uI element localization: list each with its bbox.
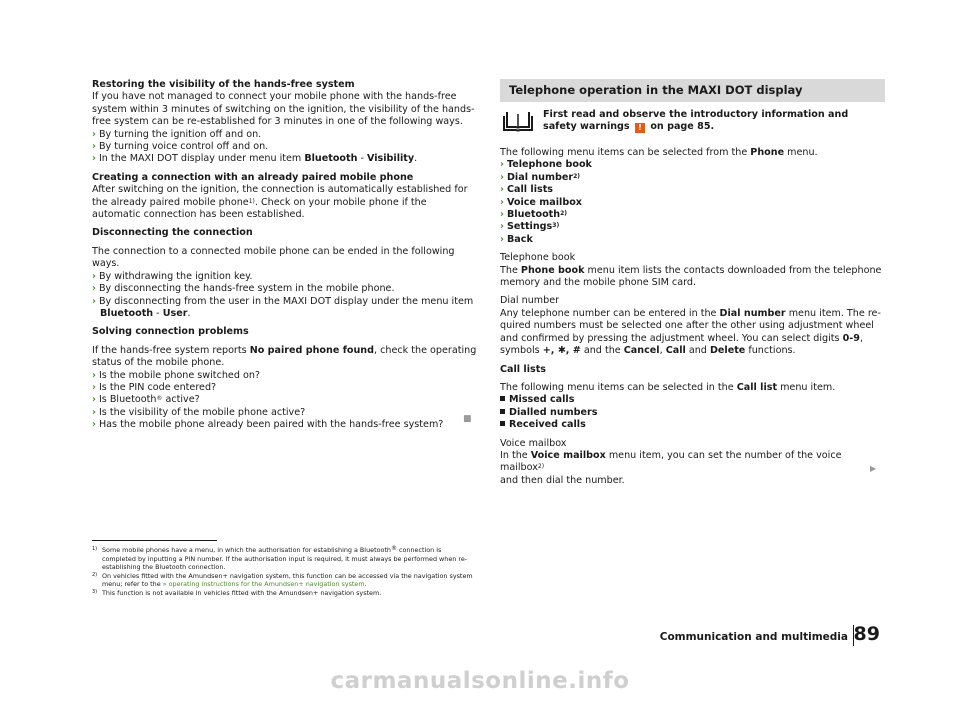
heading-dial-number: Dial number — [500, 295, 560, 307]
menu-item: › Settings$^{3)}$ — [500, 221, 560, 233]
arrow-icon: › — [500, 209, 504, 221]
list-item: › By turning voice control off and on. — [92, 141, 269, 153]
arrow-icon: › — [92, 419, 96, 431]
heading-call-lists: Call lists — [500, 363, 547, 375]
square-bullet-icon — [500, 396, 505, 401]
footnote-divider — [92, 540, 217, 541]
list-item: › By turning the ignition off and on. — [92, 128, 262, 140]
heading-restoring-visibility: Restoring the visibility of the hands-free system — [92, 79, 355, 90]
watermark: carmanualsonline.info — [330, 668, 630, 694]
paragraph-disconnecting: The connection to a connected mobile phone can be ended in the following ways. — [92, 245, 455, 270]
phone-menu-list — [500, 159, 885, 246]
book-warning-icon — [502, 110, 534, 132]
menu-item: › Bluetooth$^{2)}$ — [500, 209, 568, 221]
square-bullet-icon — [500, 421, 505, 426]
menu-item: › Call lists — [500, 184, 553, 196]
arrow-icon: › — [500, 196, 504, 208]
menu-item: › Voice mailbox — [500, 196, 582, 208]
arrow-icon: › — [92, 369, 96, 381]
heading-solving-problems: Solving connection problems — [92, 326, 249, 338]
list-item: Received calls — [500, 419, 885, 431]
list-item: Missed calls — [500, 394, 885, 406]
footnote-ref: 1) — [248, 197, 255, 205]
arrow-icon: › — [92, 381, 96, 393]
paragraph-creating-connection: After switching on the ignition, the connection is automatically established for the already paired mobile phone$^{1)}$. Check on your mobile phone if the automatic connection has been established. — [92, 184, 468, 221]
footnotes — [92, 540, 477, 598]
footnote-1: 1) Some mobile phones have a menu, in which the authorisation for establishing a Bluetooth® connection is completed by inputting a PIN number. If the authorisation input is required, it must always be performed when re-establishing the Bluetooth connection. — [92, 545, 468, 572]
menu-item: › Dial number$^{2)}$ — [500, 171, 581, 183]
page-number: 89 — [853, 623, 880, 645]
section-title: Telephone operation in the MAXI DOT display — [500, 79, 885, 102]
chapter-title: Communication and multimedia — [659, 631, 848, 643]
footnote-3: 3) This function is not available in vehicles fitted with the Amundsen+ navigation system. — [92, 588, 382, 597]
section-end-icon: ■ — [463, 414, 472, 424]
heading-voice-mailbox: Voice mailbox — [500, 437, 567, 449]
arrow-icon: › — [92, 128, 96, 140]
arrow-icon: › — [92, 153, 96, 165]
heading-disconnecting: Disconnecting the connection — [92, 227, 253, 239]
menu-item: › Back — [500, 233, 533, 245]
paragraph-phone-menu: The following menu items can be selected from the Phone menu. — [500, 147, 818, 158]
left-column — [92, 79, 478, 432]
list-item: › In the MAXI DOT display under menu item Bluetooth - Visibility. — [92, 153, 418, 165]
page-footer — [659, 623, 880, 647]
arrow-icon: › — [92, 141, 96, 153]
paragraph-telephone-book: The Phone book menu item lists the contacts downloaded from the telephone memory and the mobile phone SIM card. — [500, 264, 882, 289]
list-item: › Is Bluetooth® active? — [92, 394, 200, 406]
arrow-icon: › — [500, 159, 504, 171]
list-item: › Is the mobile phone switched on? — [92, 369, 261, 381]
manual-reference-link[interactable]: » operating instructions for the Amundsen+ navigation system — [162, 580, 365, 589]
paragraph-voice-mailbox: In the Voice mailbox menu item, you can set the number of the voice mailbox$^{2)}$ and then dial the number. — [500, 449, 842, 486]
paragraph-dial-number: Any telephone number can be entered in the Dial number menu item. The required numbers must be selected one after the other using adjustment wheel and confirmed by pressing the adjustment wheel. You can select digits 0-9, symbols +, ✱, # and the Cancel, Call and Delete functions. — [500, 307, 881, 357]
arrow-icon: › — [92, 394, 96, 406]
heading-creating-connection: Creating a connection with an already paired mobile phone — [92, 171, 414, 183]
continue-arrow-icon: ▶ — [870, 464, 877, 473]
warning-icon: ! — [635, 123, 645, 133]
arrow-icon: › — [92, 283, 96, 295]
arrow-icon: › — [92, 406, 96, 418]
arrow-icon: › — [92, 270, 96, 282]
paragraph-call-lists: The following menu items can be selected in the Call list menu item. — [500, 381, 836, 393]
paragraph-restoring: If you have not managed to connect your mobile phone with the hands-free system within 3 minutes of switching on the ignition, the visibility of the hands-free system can be re-established for 3 minutes in one of the following ways. — [92, 91, 475, 128]
warning-note: First read and observe the introductory information and safety warnings ! on page 85. — [500, 109, 885, 135]
arrow-icon: › — [92, 295, 96, 307]
paragraph-solving: If the hands-free system reports No paired phone found, check the operating status of the mobile phone. — [92, 344, 477, 369]
list-item: › Has the mobile phone already been paired with the hands-free system? — [92, 419, 444, 431]
list-item: › By disconnecting the hands-free system in the mobile phone. — [92, 283, 395, 295]
list-item: Dialled numbers — [500, 407, 885, 419]
right-column — [500, 79, 885, 487]
menu-item: › Telephone book — [500, 159, 592, 171]
arrow-icon: › — [500, 221, 504, 233]
square-bullet-icon — [500, 409, 505, 414]
footnote-2: 2) On vehicles fitted with the Amundsen+ navigation system, this function can be accessed via the navigation system menu; refer to the » operating instructions for the Amundsen+ navigation system. — [92, 571, 473, 589]
list-item: › Is the visibility of the mobile phone active? — [92, 406, 306, 418]
list-item: › By disconnecting from the user in the MAXI DOT display under the menu item Bluetooth - User. — [92, 295, 474, 319]
heading-telephone-book: Telephone book — [500, 252, 576, 264]
arrow-icon: › — [500, 184, 504, 196]
list-item: › By withdrawing the ignition key. — [92, 270, 253, 282]
list-item: › Is the PIN code entered? — [92, 381, 217, 393]
arrow-icon: › — [500, 171, 504, 183]
arrow-icon: › — [500, 233, 504, 245]
